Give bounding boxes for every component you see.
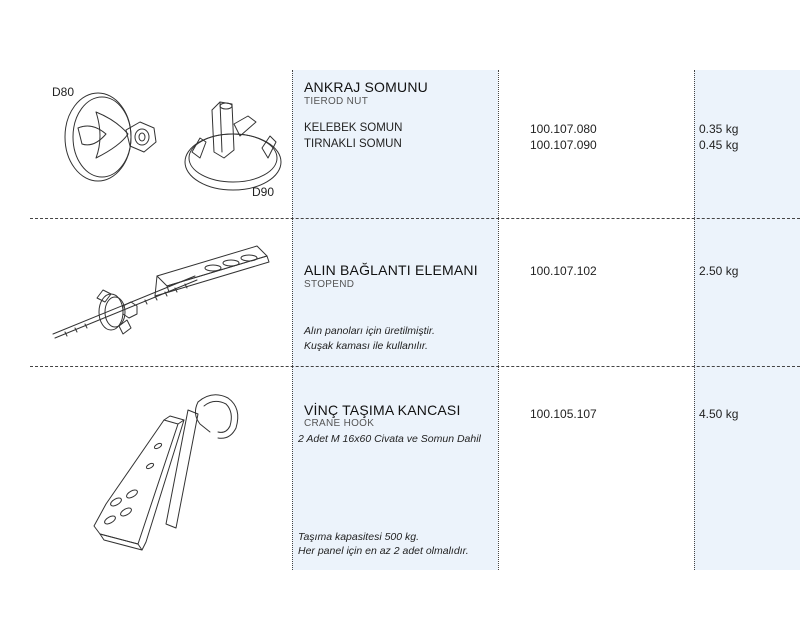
- size-label-d90: D90: [252, 185, 275, 199]
- product-subtitle: CRANE HOOK: [304, 418, 375, 429]
- product-subtitle: TIEROD NUT: [304, 96, 369, 107]
- claw-nut-icon: [178, 92, 288, 202]
- product-title: VİNÇ TAŞIMA KANCASI: [304, 402, 461, 418]
- item-name: KELEBEK SOMUN: [304, 122, 403, 134]
- item-weight: 0.35 kg: [699, 122, 739, 136]
- product-title: ALIN BAĞLANTI ELEMANI: [304, 262, 478, 278]
- product-title: ANKRAJ SOMUNU: [304, 79, 428, 95]
- item-code: 100.107.102: [530, 264, 597, 278]
- item-code: 100.107.080: [530, 122, 597, 136]
- item-code: 100.107.090: [530, 138, 597, 152]
- item-weight: 4.50 kg: [699, 407, 739, 421]
- column-divider: [292, 70, 293, 570]
- row-divider: [30, 218, 800, 219]
- product-detail: 2 Adet M 16x60 Civata ve Somun Dahil: [298, 433, 481, 445]
- item-name: TIRNAKLI SOMUN: [304, 138, 402, 150]
- crane-hook-icon: [80, 384, 260, 554]
- butterfly-nut-icon: [58, 82, 168, 192]
- column-divider: [498, 70, 499, 570]
- item-weight: 2.50 kg: [699, 264, 739, 278]
- product-subtitle: STOPEND: [304, 279, 355, 290]
- product-note: Kuşak kaması ile kullanılır.: [304, 340, 428, 352]
- product-note: Her panel için en az 2 adet olmalıdır.: [298, 545, 469, 557]
- product-note: Alın panoları için üretilmiştir.: [304, 325, 435, 337]
- column-divider: [694, 70, 695, 570]
- product-note: Taşıma kapasitesi 500 kg.: [298, 531, 420, 543]
- size-label-d80: D80: [52, 85, 75, 99]
- item-code: 100.105.107: [530, 407, 597, 421]
- row-divider: [30, 366, 800, 367]
- item-weight: 0.45 kg: [699, 138, 739, 152]
- stopend-icon: [45, 234, 285, 354]
